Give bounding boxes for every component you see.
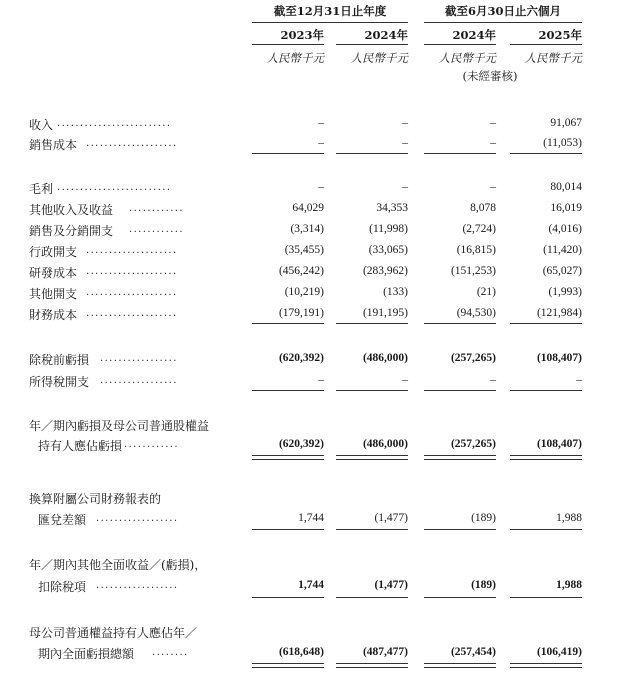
rule [510, 323, 582, 324]
rule [510, 597, 582, 598]
double-rule [424, 455, 496, 460]
row-label-gross-profit: 毛利 [29, 182, 54, 196]
double-rule [510, 663, 582, 668]
value-cell: (487,477) [362, 646, 408, 658]
dot-leader: ............ [124, 439, 179, 450]
value-cell: (106,419) [536, 646, 582, 658]
rule [424, 529, 496, 530]
value-cell: – [402, 374, 408, 386]
value-cell: (456,242) [278, 265, 324, 277]
value-cell: 80,014 [550, 181, 582, 193]
col-header-rule-4 [510, 44, 582, 45]
value-cell: (94,530) [456, 307, 496, 319]
double-rule [336, 663, 408, 668]
dot-leader: ............ [129, 203, 184, 214]
col-header-rule-3 [424, 44, 496, 45]
value-cell: – [318, 117, 324, 129]
value-cell: 8,078 [470, 202, 496, 214]
value-cell: (1,993) [548, 286, 582, 298]
value-cell: (121,984) [536, 307, 582, 319]
value-cell: (4,016) [548, 223, 582, 235]
double-rule [336, 455, 408, 460]
dot-leader: ......................... [57, 182, 172, 193]
value-cell: (618,648) [278, 646, 324, 658]
rule [336, 529, 408, 530]
value-cell: (10,219) [284, 286, 324, 298]
value-cell: (151,253) [450, 265, 496, 277]
value-cell: – [490, 117, 496, 129]
value-cell: (257,454) [450, 646, 496, 658]
row-label-loss-for-period-2: 持有人應佔虧損 [38, 439, 123, 453]
row-label-selling-expenses: 銷售及分銷開支 [29, 224, 114, 238]
row-label-loss-for-period: 年／期內虧損及母公司普通股權益 [29, 419, 210, 433]
value-cell: – [402, 117, 408, 129]
value-cell: (16,815) [456, 244, 496, 256]
col-header-2023: 2023年 [280, 28, 324, 42]
value-cell: 91,067 [550, 117, 582, 129]
unit-label-3: 人民幣千元 [438, 51, 496, 65]
value-cell: 64,029 [292, 202, 324, 214]
value-cell: 1,744 [298, 579, 324, 591]
value-cell: (108,407) [536, 352, 582, 364]
value-cell: (283,962) [362, 265, 408, 277]
value-cell: (486,000) [362, 438, 408, 450]
rule [336, 153, 408, 154]
value-cell: 1,988 [556, 512, 582, 524]
rule [424, 323, 496, 324]
header-group-half: 截至6月30日止六個月 [444, 4, 561, 18]
value-cell: (35,455) [284, 244, 324, 256]
dot-leader: .................... [86, 138, 178, 149]
rule [424, 153, 496, 154]
unit-label-2: 人民幣千元 [350, 51, 408, 65]
dot-leader: .................. [96, 513, 179, 524]
value-cell: (11,420) [543, 244, 582, 256]
value-cell: (179,191) [278, 307, 324, 319]
row-label-other-income: 其他收入及收益 [29, 203, 114, 217]
value-cell: – [490, 374, 496, 386]
dot-leader: .................... [86, 287, 178, 298]
value-cell: (189) [471, 512, 496, 524]
dot-leader: ......................... [57, 118, 172, 129]
header-group-year: 截至12月31日止年度 [273, 4, 387, 18]
value-cell: 1,744 [298, 512, 324, 524]
value-cell: – [490, 181, 496, 193]
unaudited-note: (未經審核) [462, 69, 518, 83]
value-cell: (11,998) [369, 223, 408, 235]
dot-leader: .................... [86, 266, 178, 277]
value-cell: (620,392) [278, 438, 324, 450]
double-rule [252, 663, 324, 668]
rule [252, 153, 324, 154]
value-cell: – [402, 137, 408, 149]
value-cell: (189) [471, 579, 496, 591]
row-label-loss-before-tax: 除稅前虧損 [29, 353, 90, 367]
dot-leader: .................. [96, 580, 179, 591]
row-label-admin-expenses: 行政開支 [29, 245, 78, 259]
col-header-2024: 2024年 [364, 28, 408, 42]
rule [336, 323, 408, 324]
rule [336, 597, 408, 598]
value-cell: (2,724) [462, 223, 496, 235]
row-label-oci-2: 扣除稅項 [38, 580, 87, 594]
rule [252, 529, 324, 530]
dot-leader: .................... [86, 245, 178, 256]
unit-label-4: 人民幣千元 [524, 51, 582, 65]
value-cell: (257,265) [450, 438, 496, 450]
rule [510, 390, 582, 391]
rule [252, 597, 324, 598]
row-label-rnd-costs: 研發成本 [29, 266, 78, 280]
row-label-exchange-diff: 換算附屬公司財務報表的 [29, 492, 162, 506]
header-group-half-rule [424, 22, 582, 23]
value-cell: 16,019 [550, 202, 582, 214]
value-cell: (257,265) [450, 352, 496, 364]
row-label-revenue: 收入 [29, 118, 54, 132]
value-cell: – [318, 181, 324, 193]
value-cell: – [402, 181, 408, 193]
rule [424, 390, 496, 391]
value-cell: (108,407) [536, 438, 582, 450]
value-cell: (486,000) [362, 352, 408, 364]
row-label-total-comprehensive: 母公司普通權益持有人應佔年／ [29, 626, 198, 640]
row-label-oci: 年／期內其他全面收益／(虧損)， [29, 558, 207, 572]
value-cell: (620,392) [278, 352, 324, 364]
rule [510, 153, 582, 154]
double-rule [424, 663, 496, 668]
value-cell: (3,314) [290, 223, 324, 235]
value-cell: (21) [476, 286, 496, 298]
header-group-year-rule [252, 22, 408, 23]
dot-leader: ........ [152, 647, 189, 658]
col-header-rule-2 [336, 44, 408, 45]
double-rule [510, 455, 582, 460]
dot-leader: .................... [86, 308, 178, 319]
value-cell: (33,065) [368, 244, 408, 256]
value-cell: – [318, 374, 324, 386]
dot-leader: ............ [129, 224, 184, 235]
row-label-income-tax: 所得稅開支 [29, 375, 90, 389]
value-cell: – [490, 137, 496, 149]
value-cell: (133) [383, 286, 408, 298]
col-header-2025-h1: 2025年 [538, 28, 582, 42]
row-label-finance-costs: 財務成本 [29, 308, 78, 322]
rule [252, 390, 324, 391]
value-cell: – [576, 374, 582, 386]
col-header-rule-1 [252, 44, 324, 45]
rule [424, 597, 496, 598]
value-cell: (1,477) [374, 579, 408, 591]
value-cell: (191,195) [362, 307, 408, 319]
dot-leader: ................. [100, 375, 178, 386]
row-label-exchange-diff-2: 匯兌差額 [38, 513, 87, 527]
value-cell: (65,027) [542, 265, 582, 277]
value-cell: (11,053) [543, 137, 582, 149]
row-label-cost-of-sales: 銷售成本 [29, 138, 78, 152]
rule [252, 323, 324, 324]
double-rule [252, 455, 324, 460]
rule [510, 529, 582, 530]
rule [336, 390, 408, 391]
value-cell: 34,353 [376, 202, 408, 214]
row-label-other-expenses: 其他開支 [29, 287, 78, 301]
unit-label-1: 人民幣千元 [266, 51, 324, 65]
value-cell: – [318, 137, 324, 149]
value-cell: (1,477) [374, 512, 408, 524]
dot-leader: ................. [100, 353, 178, 364]
col-header-2024-h1: 2024年 [452, 28, 496, 42]
value-cell: 1,988 [556, 579, 582, 591]
row-label-total-comprehensive-2: 期內全面虧損總額 [38, 647, 135, 661]
